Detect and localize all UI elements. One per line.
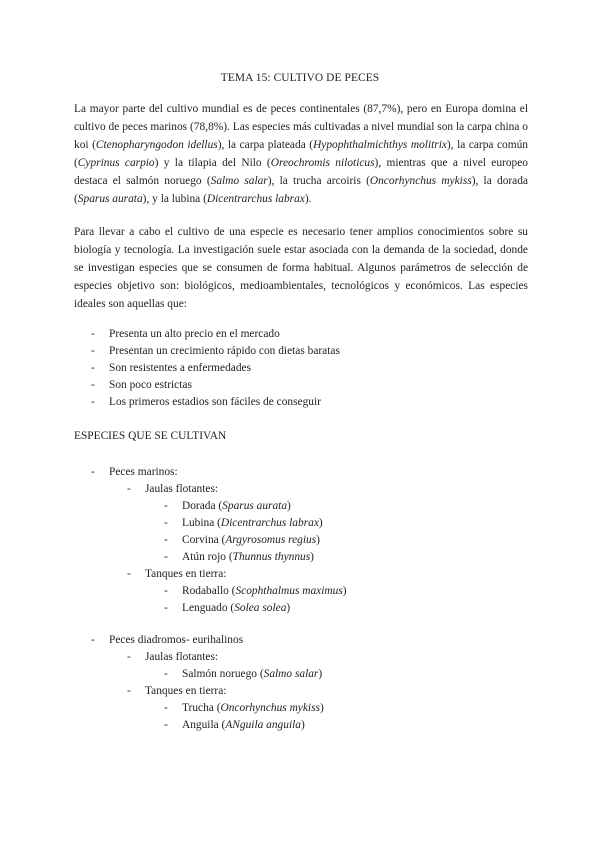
species-item [182,583,347,600]
species-name: Sparus aurata [77,193,143,205]
common-name: Lenguado ( [182,602,235,614]
list-item-text: Presenta un alto precio en el mercado [109,328,280,340]
paren: ) [300,719,305,731]
tree-level-2 [0,566,600,583]
species-name: Oreochromis niloticus [270,157,375,169]
list-item-text: Los primeros estadios son fáciles de conseguir [109,396,321,408]
paren: ) [319,702,324,714]
dash-bullet: - [164,668,168,680]
tree-level-2 [0,649,600,666]
species-name: Salmo salar [263,668,319,680]
dash-bullet: - [91,345,95,357]
intro-text: ). [304,193,312,205]
species-name: Salmo salar [210,175,268,187]
list-item-text: Presentan un crecimiento rápido con dietas baratas [109,345,340,357]
dash-bullet: - [91,396,95,408]
common-name: Trucha ( [182,702,221,714]
intro-paragraph [74,100,528,208]
dash-bullet: - [91,362,95,374]
species-item [182,700,324,717]
tree-level-3 [0,666,600,683]
common-name: Lubina ( [182,517,221,529]
species-name: Cyprinus carpio [77,157,155,169]
dash-bullet: - [164,702,168,714]
dash-bullet: - [164,500,168,512]
dash-bullet: - [164,602,168,614]
dash-bullet: - [91,379,95,391]
page-title: TEMA 15: CULTIVO DE PECES [220,72,380,84]
species-tree-diadromous [0,632,600,734]
dash-bullet: - [164,551,168,563]
common-name: Anguila ( [182,719,226,731]
tree-level-3 [0,717,600,734]
common-name: Dorada ( [182,500,223,512]
tree-level-2 [0,481,600,498]
paren: ) [286,602,291,614]
tree-level-1 [0,632,600,649]
species-name: Dicentrarchus labrax [220,517,319,529]
paren: ) [318,517,323,529]
paren: ) [287,500,291,512]
species-name: Ctenopharyngodon idellus [95,139,218,151]
tree-level-3 [0,600,600,617]
species-tree-marine [0,464,600,617]
category-label: Peces marinos: [109,466,178,478]
ideal-species-list [0,326,600,411]
species-name: Argyrosomus regius [225,534,317,546]
intro-text: ), la dorada ( [74,175,528,205]
species-name: Oncorhynchus mykiss [369,175,472,187]
dash-bullet: - [127,568,131,580]
list-item-text: Son resistentes a enfermedades [109,362,252,374]
intro-text: ), la carpa común ( [74,139,528,169]
section-heading: ESPECIES QUE SE CULTIVAN [74,430,227,442]
species-name: Sparus aurata [222,500,288,512]
dash-bullet: - [127,483,131,495]
species-name: Scophthalmus maximus [235,585,343,597]
subcategory-label: Jaulas flotantes: [145,483,219,495]
species-name: ANguila anguila [225,719,301,731]
subcategory-label: Tanques en tierra: [145,568,227,580]
species-item [182,549,314,566]
dash-bullet: - [91,466,95,478]
list-item [0,360,600,377]
species-item [182,532,320,549]
list-item [0,326,600,343]
dash-bullet: - [127,651,131,663]
dash-bullet: - [164,534,168,546]
common-name: Rodaballo ( [182,585,236,597]
tree-level-3 [0,700,600,717]
selection-paragraph: Para llevar a cabo el cultivo de una especie es necesario tener amplios conocimientos sobre su biología y tecnología. La investigación suele estar asociada con la demanda de la sociedad, donde se investigan especies que se consumen de forma habitual. Algunos parámetros de selección de especies objetivo son: biológicos, medioambientales, tecnológicos y económicos. Las especies ideales son aquellas que: [74,226,528,310]
intro-text: ) y la tilapia del Nilo ( [154,157,271,169]
list-item [0,394,600,411]
subcategory-label: Jaulas flotantes: [145,651,219,663]
dash-bullet: - [164,517,168,529]
common-name: Atún rojo ( [182,551,233,563]
tree-level-3 [0,498,600,515]
tree-level-3 [0,583,600,600]
tree-level-3 [0,549,600,566]
tree-level-3 [0,515,600,532]
tree-level-2 [0,683,600,700]
intro-text: ), mientras que a nivel europeo destaca el salmón noruego ( [74,157,528,187]
species-item [182,666,322,683]
intro-text: ), y la lubina ( [142,193,207,205]
common-name: Salmón noruego ( [182,668,264,680]
paren: ) [318,668,323,680]
dash-bullet: - [164,719,168,731]
list-item-text: Son poco estrictas [109,379,192,391]
list-item [0,343,600,360]
dash-bullet: - [164,585,168,597]
subcategory-label: Tanques en tierra: [145,685,227,697]
tree-level-3 [0,532,600,549]
species-name: Thunnus thynnus [232,551,311,563]
species-name: Oncorhynchus mykiss [220,702,320,714]
species-item [182,717,305,734]
species-name: Solea solea [234,602,287,614]
intro-text: ), la trucha arcoiris ( [267,175,370,187]
dash-bullet: - [91,634,95,646]
dash-bullet: - [91,328,95,340]
category-label: Peces diadromos- eurihalinos [109,634,244,646]
intro-text: La mayor parte del cultivo mundial es de peces continentales (87,7%), pero en Europa domina el cultivo de peces marinos (78,8%). Las especies más cultivadas a nivel mundial son la carpa china o koi ( [74,103,528,151]
tree-level-1 [0,464,600,481]
intro-text: ), la carpa plateada ( [217,139,314,151]
common-name: Corvina ( [182,534,226,546]
paren: ) [310,551,314,563]
paren: ) [342,585,347,597]
list-item [0,377,600,394]
species-item [182,600,290,617]
paren: ) [316,534,320,546]
species-item [182,498,291,515]
species-name: Dicentrarchus labrax [206,193,305,205]
species-name: Hypophthalmichthys molitrix [313,139,447,151]
dash-bullet: - [127,685,131,697]
species-item [182,515,323,532]
